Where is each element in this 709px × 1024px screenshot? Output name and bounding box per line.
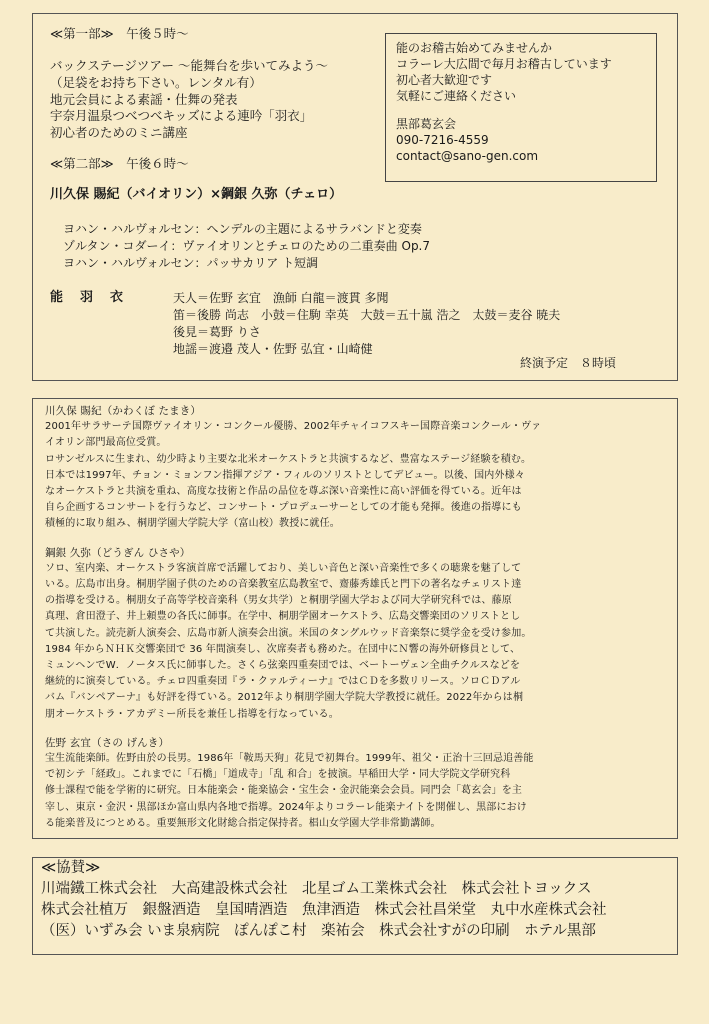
noh-label: 能 羽 衣 bbox=[50, 290, 126, 305]
contact-line: 気軽にご連絡ください bbox=[396, 89, 517, 103]
piece: ヨハン・ハルヴォルセン：ヘンデルの主題によるサラバンドと変奏 bbox=[63, 222, 422, 236]
part1-line: バックステージツアー 〜能舞台を歩いてみよう〜 bbox=[50, 58, 328, 73]
bio-line: なオーケストラと共演を重ね、高度な技術と作品の品位を尊ぶ深い音楽性に高い評価を得ている。近年は bbox=[45, 486, 522, 498]
bio-line: ミュンヘンでW．ノータス氏に師事した。さくら弦楽四重奏団では、ベートーヴェン全曲チクルスなどを bbox=[45, 660, 521, 672]
contact-line: コラーレ大広間で毎月お稽古しています bbox=[396, 57, 612, 71]
part1-line: 初心者のためのミニ講座 bbox=[50, 125, 188, 140]
bio-line: る能楽普及につとめる。重要無形文化財総合指定保持者。椙山女学園大学非常勤講師。 bbox=[45, 817, 441, 829]
bio-line: 継続的に演奏している。チェロ四重奏団『ラ・クァルティーナ』ではＣＤを多数リリース。ソロＣＤアル bbox=[45, 676, 521, 688]
bio-line: で初シテ「経政」。これまでに「石橋」「道成寺」「乱 和合」を披演。早稲田大学・同大学院文学研究科 bbox=[45, 769, 511, 781]
bio-line: いる。広島市出身。桐朋学園子供のための音楽教室広島教室で、齋藤秀雄氏と門下の著名なチェリスト達 bbox=[45, 579, 522, 591]
sponsors-line: 川端鐵工株式会社 大高建設株式会社 北星ゴム工業株式会社 株式会社トヨックス bbox=[41, 881, 592, 897]
bio-name: 川久保 賜紀（かわくぼ たまき） bbox=[45, 405, 202, 417]
performers: 川久保 賜紀（バイオリン）×鋼銀 久弥（チェロ） bbox=[50, 187, 343, 202]
contact-box bbox=[385, 33, 657, 182]
bio-line: 積極的に取り組み、桐朋学園大学院大学（富山校）教授に就任。 bbox=[45, 518, 340, 530]
noh-cast-line: 天人＝佐野 玄宜 漁師 白龍＝渡貫 多聞 bbox=[173, 291, 389, 305]
bio-line: 1984 年からＮＨＫ交響楽団で 36 年間演奏し、次席奏者も務めた。在団中にＮ響の海外研修員として、 bbox=[45, 643, 521, 655]
part1-line: （足袋をお持ち下さい。レンタル有） bbox=[50, 75, 262, 90]
piece: ゾルタン・コダーイ：ヴァイオリンとチェロのための二重奏曲 Op.7 bbox=[63, 239, 431, 253]
bio-line: ロサンゼルスに生まれ、幼少時より主要な北米オーケストラと共演するなど、豊富なステージ経験を積む。 bbox=[45, 453, 532, 465]
bios-box bbox=[32, 398, 678, 839]
contact-org: 黒部葛玄会 bbox=[396, 117, 457, 131]
bio-line: て共演した。読売新人演奏会、広島市新人演奏会出演。米国のタングルウッド音楽祭に奨学金を受け参加。 bbox=[45, 627, 532, 639]
end-time: 終演予定 ８時頃 bbox=[520, 356, 617, 370]
bio-name: 鋼銀 久弥（どうぎん ひさや） bbox=[45, 546, 191, 559]
bio-line: 日本では1997年、チョン・ミョンフン指揮アジア・フィルのソリストとしてデビュー。以後、国内外様々 bbox=[45, 469, 525, 481]
bio-line: イオリン部門最高位受賞。 bbox=[45, 437, 167, 449]
sponsors-heading: ≪協賛≫ bbox=[41, 860, 101, 876]
bio-line: 朋オーケストラ・アカデミー所長を兼任し指導を行なっている。 bbox=[45, 708, 339, 720]
part1-line: 地元会員による素謡・仕舞の発表 bbox=[50, 92, 238, 107]
bio-section bbox=[45, 403, 541, 832]
part2-heading: ≪第二部≫ 午後６時〜 bbox=[50, 156, 189, 171]
noh-cast-line: 地謡＝渡邉 茂人・佐野 弘宜・山崎健 bbox=[173, 342, 373, 356]
part1-heading: ≪第一部≫ 午後５時〜 bbox=[50, 26, 189, 41]
contact-phone: 090-7216-4559 bbox=[396, 133, 489, 147]
bio-line: 自ら企画するコンサートを行うなど、コンサート・プロデューサーとしての才能も発揮。後進の指導にも bbox=[45, 502, 522, 514]
bio-line: 宝生流能楽師。佐野由於の長男。1986年「鞍馬天狗」花見で初舞台。1999年、祖父・正治十三回忌追善能 bbox=[45, 753, 534, 765]
bio-line: の指導を受ける。桐朋女子高等学校音楽科（男女共学）と桐朋学園大学および同大学研究科では、藤原 bbox=[45, 595, 512, 607]
part1-line: 宇奈月温泉つべつべキッズによる連吟「羽衣」 bbox=[50, 108, 313, 123]
bio-line: 2001年サラサーテ国際ヴァイオリン・コンクール優勝、2002年チャイコフスキー国際音楽コンクール・ヴァ bbox=[45, 421, 542, 433]
contact-line: 能のお稽古始めてみませんか bbox=[396, 41, 553, 55]
contact-line: 初心者大歓迎です bbox=[396, 73, 493, 87]
bio-line: ソロ、室内楽、オーケストラ客演首席で活躍しており、美しい音色と深い音楽性で多くの聴衆を魅了して bbox=[45, 562, 522, 574]
bio-line: 真理、倉田澄子、井上頼豊の各氏に師事。在学中、桐朋学園オーケストラ、広島交響楽団のソリストとし bbox=[45, 611, 521, 623]
piece: ヨハン・ハルヴォルセン：パッサカリア ト短調 bbox=[63, 256, 319, 270]
bio-line: バム『バンペアーナ』も好評を得ている。2012年より桐朋学園大学院大学教授に就任。2022年からは桐 bbox=[45, 692, 524, 704]
noh-cast-line: 後見＝葛野 りさ bbox=[173, 325, 261, 339]
sponsors-list bbox=[41, 858, 607, 942]
sponsors-line: （医）いずみ会 いま泉病院 ぽんぽこ村 楽祐会 株式会社すがの印刷 ホテル黒部 bbox=[41, 923, 596, 939]
bio-line: 修士課程で能を学術的に研究。日本能楽会・能楽協会・宝生会・金沢能楽会会員。同門会「葛玄会」を主 bbox=[45, 785, 523, 797]
noh-cast-line: 笛＝後勝 尚志 小鼓＝住駒 幸英 大鼓＝五十嵐 浩之 太鼓＝麦谷 暁夫 bbox=[173, 308, 561, 322]
contact-email[interactable]: contact@sano-gen.com bbox=[396, 149, 539, 163]
sponsors-line: 株式会社植万 銀盤酒造 皇国晴酒造 魚津酒造 株式会社昌栄堂 丸中水産株式会社 bbox=[41, 902, 607, 918]
sponsors-box bbox=[32, 857, 678, 955]
bio-line: 宰し、東京・金沢・黒部ほか富山県内各地で指導。2024年よりコラーレ能楽ナイトを開催し、黒部におけ bbox=[45, 801, 527, 813]
bio-name: 佐野 玄宜（さの げんき） bbox=[45, 736, 170, 749]
contact-text bbox=[396, 40, 646, 164]
